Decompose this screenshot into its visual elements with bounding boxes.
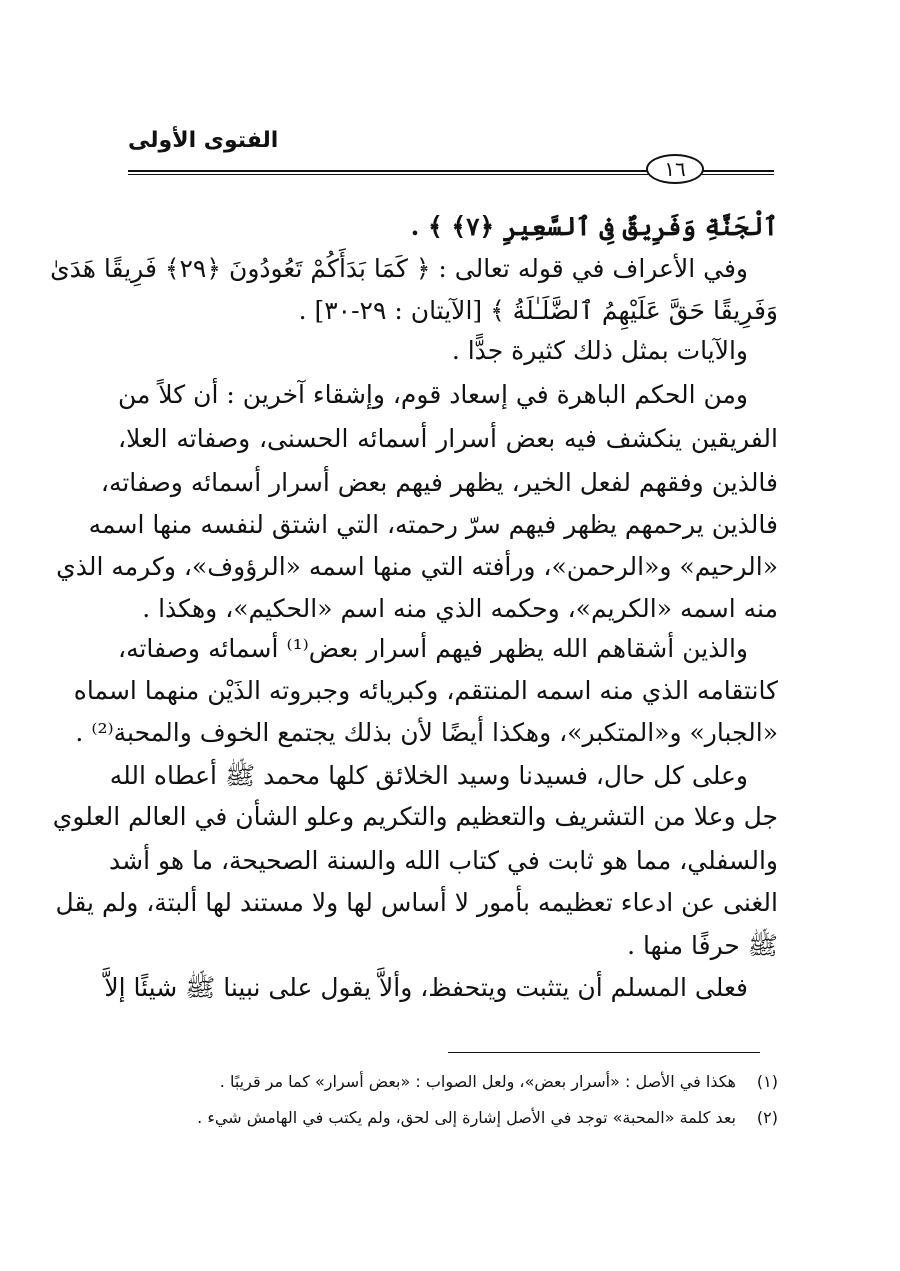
footnote: [138, 1108, 778, 1127]
text-line: وعلى كل حال، فسيدنا وسيد الخلائق كلها محمد ﷺ أعطاه الله: [109, 761, 748, 790]
footnote-text: بعد كلمة «المحبة» توجد في الأصل إشارة إلى لحق، ولم يكتب في الهامش شيء .: [197, 1108, 736, 1127]
text-line: وَفَرِيقًا حَقَّ عَلَيْهِمُ ٱلضَّلَـٰلَةُ ﴾ [الآيتان : ٢٩-٣٠] .: [298, 296, 778, 325]
text-line: فعلى المسلم أن يتثبت ويتحفظ، وألاَّ يقول على نبينا ﷺ شيئًا إلاَّ: [104, 973, 748, 1002]
text-line: فالذين يرحمهم يظهر فيهم سرّ رحمته، التي اشتق لنفسه منها اسمه: [88, 510, 778, 539]
footnote-text: هكذا في الأصل : «أسرار بعض»، ولعل الصواب : «بعض أسرار» كما مر قريبًا .: [219, 1072, 736, 1091]
text-line: جل وعلا من التشريف والتعظيم والتكريم وعلو الشأن في العالم العلوي: [52, 802, 778, 831]
running-header-title: الفتوى الأولى: [128, 128, 279, 153]
text-line: فالذين وفقهم لفعل الخير، يظهر فيهم بعض أسرار أسمائه وصفاته،: [100, 468, 778, 497]
text-line: والذين أشقاهم الله يظهر فيهم أسرار بعض⁽¹⁾ أسمائه وصفاته،: [118, 634, 748, 663]
text-line: ومن الحكم الباهرة في إسعاد قوم، وإشقاء آخرين : أن كلاً من: [118, 380, 748, 409]
text-line: الغنى عن ادعاء تعظيمه بأمور لا أساس لها ولا مستند لها ألبتة، ولم يقل: [55, 888, 778, 917]
footnote: [138, 1072, 778, 1091]
text-line: الفريقين ينكشف فيه بعض أسرار أسمائه الحسنى، وصفاته العلا،: [118, 424, 778, 453]
footnote-number: (١): [756, 1072, 778, 1091]
text-line: كانتقامه الذي منه اسمه المنتقم، وكبريائه وجبروته الذَيْن منهما اسماه: [73, 676, 778, 705]
page-number: ١٦: [646, 154, 704, 184]
footnote-separator: [448, 1052, 760, 1053]
text-line: والآيات بمثل ذلك كثيرة جدًّا .: [451, 336, 748, 365]
footnote-number: (٢): [756, 1108, 778, 1127]
text-line: وفي الأعراف في قوله تعالى : ﴿ كَمَا بَدَأَكُمْ تَعُودُونَ ﴿٢٩﴾ فَرِيقًا هَدَىٰ: [50, 254, 748, 283]
text-line: والسفلي، مما هو ثابت في كتاب الله والسنة الصحيحة، ما هو أشد: [109, 846, 778, 875]
text-line: «الجبار» و«المتكبر»، وهكذا أيضًا لأن بذلك يجتمع الخوف والمحبة⁽²⁾ .: [75, 718, 778, 747]
text-line: «الرحيم» و«الرحمن»، ورأفته التي منها اسمه «الرؤوف»، وكرمه الذي: [56, 552, 778, 581]
text-line: ٱلْجَنَّةِ وَفَرِيقٌ فِى ٱلسَّعِيرِ ﴿٧﴾ ﴾ .: [410, 212, 778, 241]
main-text: [50, 0, 778, 1002]
text-line: ﷺ حرفًا منها .: [627, 931, 778, 960]
text-line: منه اسمه «الكريم»، وحكمه الذي منه اسم «الحكيم»، وهكذا .: [142, 594, 778, 623]
